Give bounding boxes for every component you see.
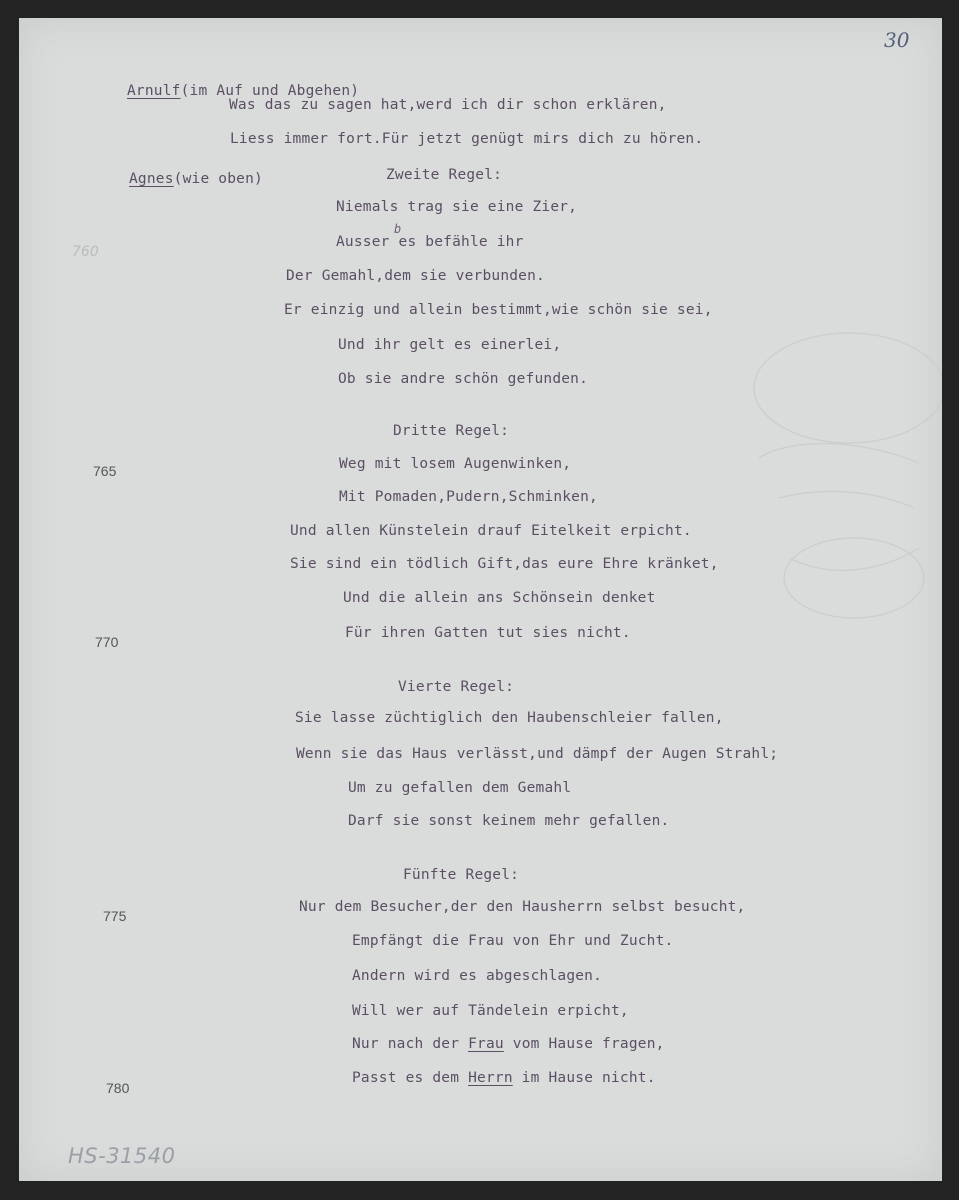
verse-line: Und ihr gelt es einerlei,: [338, 337, 562, 353]
rule-heading: Vierte Regel:: [398, 679, 515, 695]
line-number: 765: [93, 463, 117, 479]
text-segment: Nur nach der: [352, 1036, 469, 1052]
line-number: 770: [95, 634, 119, 650]
verse-line: Empfängt die Frau von Ehr und Zucht.: [352, 933, 674, 949]
verse-line: Wenn sie das Haus verlässt,und dämpf der Augen Strahl;: [296, 746, 779, 762]
verse-line: Mit Pomaden,Pudern,Schminken,: [339, 489, 598, 505]
verse-line: Niemals trag sie eine Zier,: [336, 199, 578, 215]
rule-heading: Dritte Regel:: [393, 423, 510, 439]
text-segment: Passt es dem: [352, 1070, 469, 1086]
text-segment: im Hause nicht.: [512, 1070, 656, 1086]
verse-line: Sie lasse züchtiglich den Haubenschleier fallen,: [295, 710, 724, 726]
verse-line: Will wer auf Tändelein erpicht,: [352, 1003, 629, 1019]
handwritten-correction: b: [394, 222, 402, 236]
verse-line: Ausser es befähle ihr: [336, 234, 524, 250]
stage-direction: (wie oben): [173, 171, 263, 187]
speaker-name: Arnulf: [127, 83, 181, 99]
verse-line: [352, 1035, 665, 1053]
shelfmark: HS-31540: [68, 1144, 176, 1168]
line-number: 775: [103, 908, 127, 924]
underlined-word: Frau: [468, 1036, 504, 1052]
rule-heading: Fünfte Regel:: [403, 867, 520, 883]
verse-line: Weg mit losem Augenwinken,: [339, 456, 572, 472]
text-segment: vom Hause fragen,: [503, 1036, 665, 1052]
underlined-word: Herrn: [468, 1070, 513, 1086]
verse-line: Und allen Künstelein drauf Eitelkeit erpicht.: [290, 523, 692, 539]
verse-line: Ob sie andre schön gefunden.: [338, 371, 589, 387]
page-number: 30: [884, 28, 910, 52]
verse-line: Der Gemahl,dem sie verbunden.: [286, 268, 545, 284]
verse-line: Liess immer fort.Für jetzt genügt mirs dich zu hören.: [230, 131, 704, 147]
verse-line: Sie sind ein tödlich Gift,das eure Ehre kränket,: [290, 556, 719, 572]
speaker-line-agnes: [129, 170, 263, 188]
stage-direction: (im Auf und Abgehen): [180, 83, 360, 99]
verse-line: Andern wird es abgeschlagen.: [352, 968, 603, 984]
line-number: 780: [106, 1080, 130, 1096]
verse-line: Darf sie sonst keinem mehr gefallen.: [348, 813, 670, 829]
verse-line: Er einzig und allein bestimmt,wie schön sie sei,: [284, 302, 713, 318]
verse-line: Was das zu sagen hat,werd ich dir schon erklären,: [229, 97, 667, 113]
verse-line: [352, 1069, 656, 1087]
verse-line: Um zu gefallen dem Gemahl: [348, 780, 572, 796]
speaker-name: Agnes: [129, 171, 174, 187]
faint-margin-number: 760: [72, 244, 99, 260]
verse-line: Und die allein ans Schönsein denket: [343, 590, 656, 606]
rule-heading: Zweite Regel:: [386, 167, 503, 183]
verse-line: Nur dem Besucher,der den Hausherrn selbst besucht,: [299, 899, 746, 915]
verse-line: Für ihren Gatten tut sies nicht.: [345, 625, 631, 641]
